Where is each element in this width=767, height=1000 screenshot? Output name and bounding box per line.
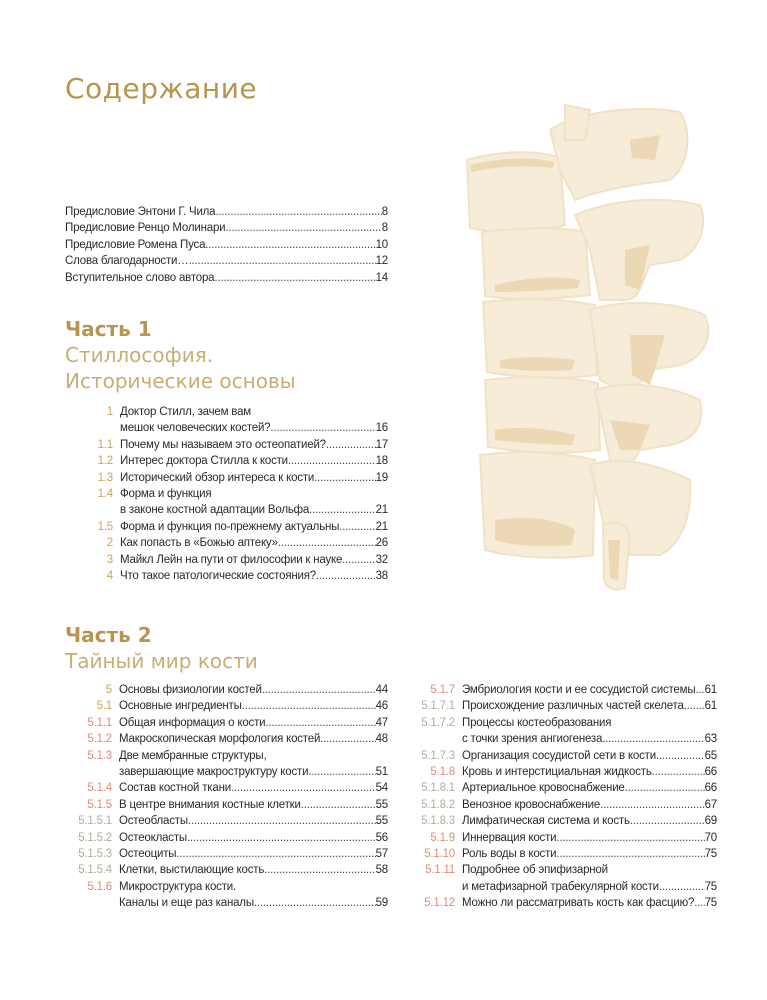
entry-title: Клетки, выстилающие кость [119, 864, 265, 877]
toc-entry[interactable] [405, 846, 717, 862]
preface-list [65, 204, 388, 286]
part1-label: Часть 1 [65, 317, 152, 341]
entry-line [120, 437, 388, 453]
toc-entry[interactable] [405, 715, 717, 748]
toc-entry[interactable] [65, 404, 388, 437]
entry-title: Общая информация о кости [119, 716, 266, 729]
entry-number: 1.2 [97, 455, 113, 468]
entry-title: Можно ли рассматривать кость как фасцию? [462, 897, 695, 910]
entry-page: 75 [704, 880, 717, 893]
entry-number: 5.1.7.1 [421, 700, 455, 713]
toc-entry[interactable] [65, 220, 388, 236]
toc-entry[interactable] [60, 748, 388, 781]
entry-page: 14 [375, 271, 388, 284]
entry-title: Основы физиологии костей [119, 684, 262, 696]
entry-number: 5.1.9 [430, 831, 455, 844]
entry-page: 10 [375, 238, 388, 251]
entry-number: 1.1 [97, 438, 113, 451]
entry-body [120, 437, 388, 453]
entry-page: 16 [375, 422, 388, 435]
entry-title: с точки зрения ангиогенеза [462, 733, 603, 746]
entry-body [462, 895, 717, 911]
entry-page: 66 [704, 782, 717, 795]
entry-page: 21 [375, 504, 388, 517]
entry-number: 5.1.5.3 [78, 848, 112, 861]
entry-number: 5.1.10 [424, 848, 455, 861]
entry-line [119, 862, 388, 878]
entry-page: 48 [375, 733, 388, 746]
toc-entry[interactable] [60, 879, 388, 912]
toc-entry[interactable] [60, 731, 388, 747]
entry-title: и метафизарной трабекулярной кости [462, 880, 659, 893]
entry-number: 5.1.11 [425, 864, 455, 877]
entry-number: 5.1.2 [87, 733, 112, 746]
entry-number: 5.1.12 [424, 897, 455, 910]
leader-dots [264, 862, 375, 878]
entry-line [120, 535, 388, 551]
entry-body [462, 780, 717, 796]
leader-dots [309, 502, 376, 518]
toc-entry[interactable] [65, 568, 388, 584]
entry-title: Артериальное кровоснабжение [462, 782, 625, 795]
leader-dots [215, 204, 381, 220]
part2-right-entries [405, 682, 717, 912]
entry-body [119, 813, 388, 829]
entry-page: 8 [381, 206, 388, 218]
entry-body [120, 470, 388, 486]
leader-dots [265, 715, 375, 731]
entry-title: Почему мы называем это остеопатией? [120, 438, 326, 451]
part1-heading [65, 316, 296, 394]
entry-line [119, 764, 388, 780]
leader-dots [176, 846, 375, 862]
entry-line [120, 470, 388, 486]
entry-page: 70 [704, 831, 717, 844]
entry-page: 32 [375, 553, 388, 566]
entry-title: Форма и функция по-прежнему актуальны [120, 520, 340, 533]
leader-dots [262, 682, 376, 698]
entry-page: 65 [704, 749, 717, 762]
entry-page: 61 [704, 700, 717, 713]
entry-page: 67 [704, 798, 717, 811]
entry-body [65, 204, 388, 220]
entry-title: Процессы костеобразования [462, 716, 612, 729]
entry-line [119, 780, 388, 796]
toc-entry[interactable] [60, 846, 388, 862]
entry-title: завершающие макроструктуру кости [119, 766, 309, 779]
entry-page: 61 [704, 684, 717, 696]
entry-title: Кровь и интерстициальная жидкость [462, 766, 652, 779]
leader-dots [187, 830, 376, 846]
leader-dots [189, 253, 376, 269]
entry-line [120, 404, 388, 420]
entry-title: Предисловие Энтони Г. Чила [65, 206, 216, 218]
entry-line [462, 764, 717, 780]
entry-title: Роль воды в кости [462, 848, 557, 861]
entry-page: 58 [375, 864, 388, 877]
entry-body [119, 830, 388, 846]
entry-page: 75 [704, 897, 717, 910]
entry-line [65, 270, 388, 286]
leader-dots [556, 846, 704, 862]
entry-body [462, 846, 717, 862]
entry-body [462, 862, 717, 895]
part2-left-entries [60, 682, 388, 912]
leader-dots [270, 420, 375, 436]
entry-number: 3 [106, 553, 113, 566]
entry-body [462, 698, 717, 714]
entry-body [119, 846, 388, 862]
leader-dots [695, 682, 704, 698]
leader-dots [231, 780, 376, 796]
entry-title: Вступительное слово автора [65, 271, 215, 284]
leader-dots [326, 437, 376, 453]
entry-body [462, 813, 717, 829]
entry-body [119, 862, 388, 878]
page-title: Содержание [65, 72, 258, 105]
toc-entry[interactable] [65, 270, 388, 286]
entry-title: Предисловие Ромена Пуса [65, 238, 206, 251]
toc-entry[interactable] [405, 682, 717, 698]
entry-line [119, 715, 388, 731]
entry-line [119, 748, 388, 764]
entry-body [120, 568, 388, 584]
entry-number: 1 [106, 406, 113, 418]
entry-title: Что такое патологические состояния? [120, 570, 316, 583]
leader-dots [694, 895, 704, 911]
entry-line [462, 895, 717, 911]
entry-title: Происхождение различных частей скелета [462, 700, 684, 713]
entry-title: Доктор Стилл, зачем вам [120, 406, 251, 418]
entry-line [462, 797, 717, 813]
entry-line [120, 420, 388, 436]
entry-line [65, 253, 388, 269]
entry-page: 44 [375, 684, 388, 696]
leader-dots [314, 470, 375, 486]
entry-page: 69 [704, 815, 717, 828]
entry-body [65, 237, 388, 253]
entry-number: 5.1.8 [430, 766, 455, 779]
entry-title: Подробнее об эпифизарной [462, 864, 608, 877]
leader-dots [652, 764, 705, 780]
entry-body [65, 270, 388, 286]
entry-title: Венозное кровоснабжение [462, 798, 601, 811]
entry-page: 54 [375, 782, 388, 795]
entry-page: 47 [375, 716, 388, 729]
toc-entry[interactable] [65, 204, 388, 220]
entry-line [120, 453, 388, 469]
entry-title: Остеокласты [119, 831, 187, 844]
toc-entry[interactable] [65, 535, 388, 551]
leader-dots [625, 780, 705, 796]
leader-dots [602, 731, 704, 747]
entry-line [65, 204, 388, 220]
entry-page: 63 [704, 733, 717, 746]
entry-page: 17 [375, 438, 388, 451]
leader-dots [342, 552, 375, 568]
entry-line [462, 862, 717, 878]
leader-dots [301, 797, 376, 813]
entry-line [119, 813, 388, 829]
entry-title: Иннервация кости [462, 831, 557, 844]
entry-page: 66 [704, 766, 717, 779]
toc-entry[interactable] [60, 797, 388, 813]
entry-body [119, 682, 388, 698]
leader-dots [254, 895, 376, 911]
entry-line [462, 830, 717, 846]
entry-page: 21 [375, 520, 388, 533]
leader-dots [316, 568, 376, 584]
entry-line [120, 568, 388, 584]
entry-number: 5.1.6 [87, 880, 112, 893]
toc-entry[interactable] [65, 552, 388, 568]
toc-entry[interactable] [405, 698, 717, 714]
entry-page: 55 [375, 798, 388, 811]
entry-line [119, 879, 388, 895]
leader-dots [684, 698, 705, 714]
leader-dots [600, 797, 704, 813]
entry-title: в законе костной адаптации Вольфа [120, 504, 310, 517]
entry-body [120, 552, 388, 568]
entry-body [462, 715, 717, 748]
entry-body [120, 453, 388, 469]
leader-dots [339, 519, 375, 535]
entry-number: 5 [105, 684, 112, 696]
entry-line [119, 830, 388, 846]
toc-entry[interactable] [60, 698, 388, 714]
entry-title: Организация сосудистой сети в кости [462, 749, 656, 762]
entry-body [119, 780, 388, 796]
toc-entry[interactable] [60, 813, 388, 829]
entry-number: 5.1.7.3 [421, 749, 455, 762]
part2-heading [65, 622, 258, 674]
entry-title: Две мембранные структуры, [119, 749, 267, 762]
entry-line [119, 731, 388, 747]
toc-entry[interactable] [405, 748, 717, 764]
leader-dots [188, 813, 376, 829]
leader-dots [659, 879, 705, 895]
entry-page: 26 [375, 537, 388, 550]
entry-body [120, 519, 388, 535]
entry-page: 75 [704, 848, 717, 861]
entry-title: Форма и функция [120, 488, 212, 501]
toc-entry[interactable] [60, 682, 388, 698]
entry-body [120, 404, 388, 437]
toc-entry[interactable] [65, 470, 388, 486]
entry-title: Интерес доктора Стилла к кости [120, 455, 288, 468]
entry-number: 5.1.8.1 [421, 782, 455, 795]
entry-line [119, 846, 388, 862]
toc-entry[interactable] [65, 437, 388, 453]
entry-page: 38 [375, 570, 388, 583]
leader-dots [308, 764, 375, 780]
entry-number: 5.1.4 [87, 782, 112, 795]
entry-title: Каналы и еще раз каналы [119, 897, 254, 910]
entry-number: 5.1.5 [87, 798, 112, 811]
part2-subtitle: Тайный мир кости [65, 649, 258, 673]
entry-line [120, 519, 388, 535]
entry-page: 19 [375, 471, 388, 484]
leader-dots [214, 270, 375, 286]
entry-body [65, 253, 388, 269]
entry-line [119, 895, 388, 911]
entry-title: мешок человеческих костей? [120, 422, 271, 435]
toc-entry[interactable] [405, 780, 717, 796]
part1-subtitle-line1: Стиллософия. [65, 343, 214, 367]
entry-number: 1.4 [97, 488, 113, 501]
toc-entry[interactable] [65, 453, 388, 469]
entry-body [119, 797, 388, 813]
entry-line [462, 715, 717, 731]
toc-entry[interactable] [60, 862, 388, 878]
entry-line [462, 731, 717, 747]
entry-body [462, 830, 717, 846]
entry-title: Предисловие Ренцо Молинари [65, 222, 226, 235]
toc-entry[interactable] [60, 780, 388, 796]
entry-line [462, 846, 717, 862]
entry-number: 2 [106, 537, 113, 550]
entry-title: Майкл Лейн на пути от философии к науке [120, 553, 343, 566]
entry-title: Как попасть в «Божью аптеку» [120, 537, 278, 550]
entry-line [65, 237, 388, 253]
toc-entry[interactable] [405, 764, 717, 780]
entry-number: 5.1.5.1 [78, 815, 112, 828]
toc-entry[interactable] [65, 237, 388, 253]
entry-body [119, 731, 388, 747]
toc-entry[interactable] [65, 486, 388, 519]
part1-subtitle-line2: Исторические основы [65, 369, 296, 393]
entry-number: 5.1.3 [87, 749, 112, 762]
entry-page: 46 [375, 700, 388, 713]
entry-page: 12 [375, 255, 388, 268]
entry-line [462, 682, 717, 698]
entry-body [119, 879, 388, 912]
entry-body [462, 682, 717, 698]
toc-entry[interactable] [405, 797, 717, 813]
entry-body [462, 797, 717, 813]
leader-dots [205, 237, 375, 253]
entry-body [119, 748, 388, 781]
toc-entry[interactable] [60, 715, 388, 731]
entry-title: Основные ингредиенты [119, 700, 242, 713]
leader-dots [556, 830, 704, 846]
entry-line [120, 486, 388, 502]
toc-entry[interactable] [405, 895, 717, 911]
entry-title: В центре внимания костные клетки [119, 798, 301, 811]
entry-title: Остеоциты [119, 848, 177, 861]
toc-entry[interactable] [405, 813, 717, 829]
entry-line [462, 698, 717, 714]
entry-body [120, 486, 388, 519]
entry-number: 5.1.5.4 [78, 864, 112, 877]
toc-entry[interactable] [405, 830, 717, 846]
entry-number: 1.3 [97, 471, 113, 484]
entry-page: 57 [375, 848, 388, 861]
toc-entry[interactable] [65, 253, 388, 269]
part1-entries [65, 404, 388, 584]
leader-dots [656, 748, 705, 764]
entry-number: 5.1.5.2 [78, 831, 112, 844]
entry-page: 8 [381, 222, 388, 235]
entry-line [119, 682, 388, 698]
entry-line [462, 780, 717, 796]
entry-number: 5.1 [96, 700, 112, 713]
entry-body [119, 698, 388, 714]
leader-dots [278, 535, 376, 551]
entry-page: 18 [375, 455, 388, 468]
entry-line [462, 813, 717, 829]
entry-title: Микроструктура кости. [119, 880, 237, 893]
entry-page: 56 [375, 831, 388, 844]
entry-title: Макроскопическая морфология костей [119, 733, 321, 746]
entry-page: 51 [375, 766, 388, 779]
entry-title: Лимфатическая система и кость [462, 815, 630, 828]
entry-body [462, 764, 717, 780]
toc-entry[interactable] [65, 519, 388, 535]
leader-dots [225, 220, 381, 236]
entry-body [119, 715, 388, 731]
entry-number: 5.1.7.2 [421, 716, 455, 729]
part2-label: Часть 2 [65, 623, 152, 647]
entry-number: 5.1.1 [87, 716, 112, 729]
entry-page: 59 [375, 897, 388, 910]
toc-entry[interactable] [60, 830, 388, 846]
toc-entry[interactable] [405, 862, 717, 895]
entry-title: Состав костной ткани [119, 782, 231, 795]
entry-line [120, 502, 388, 518]
leader-dots [288, 453, 376, 469]
entry-body [65, 220, 388, 236]
entry-number: 1.5 [97, 520, 113, 533]
leader-dots [320, 731, 375, 747]
entry-page: 55 [375, 815, 388, 828]
leader-dots [242, 698, 376, 714]
entry-body [120, 535, 388, 551]
entry-line [65, 220, 388, 236]
leader-dots [630, 813, 705, 829]
entry-title: Исторический обзор интереса к кости [120, 471, 315, 484]
entry-title: Остеобласты [119, 815, 188, 828]
entry-title: Слова благодарности… [65, 255, 189, 268]
entry-line [462, 748, 717, 764]
entry-line [462, 879, 717, 895]
entry-number: 5.1.8.3 [421, 815, 455, 828]
entry-line [120, 552, 388, 568]
entry-body [462, 748, 717, 764]
entry-number: 5.1.8.2 [421, 798, 455, 811]
entry-number: 5.1.7 [430, 684, 455, 696]
entry-title: Эмбриология кости и ее сосудистой системы [462, 684, 696, 696]
entry-number: 4 [106, 570, 113, 583]
entry-line [119, 698, 388, 714]
entry-line [119, 797, 388, 813]
